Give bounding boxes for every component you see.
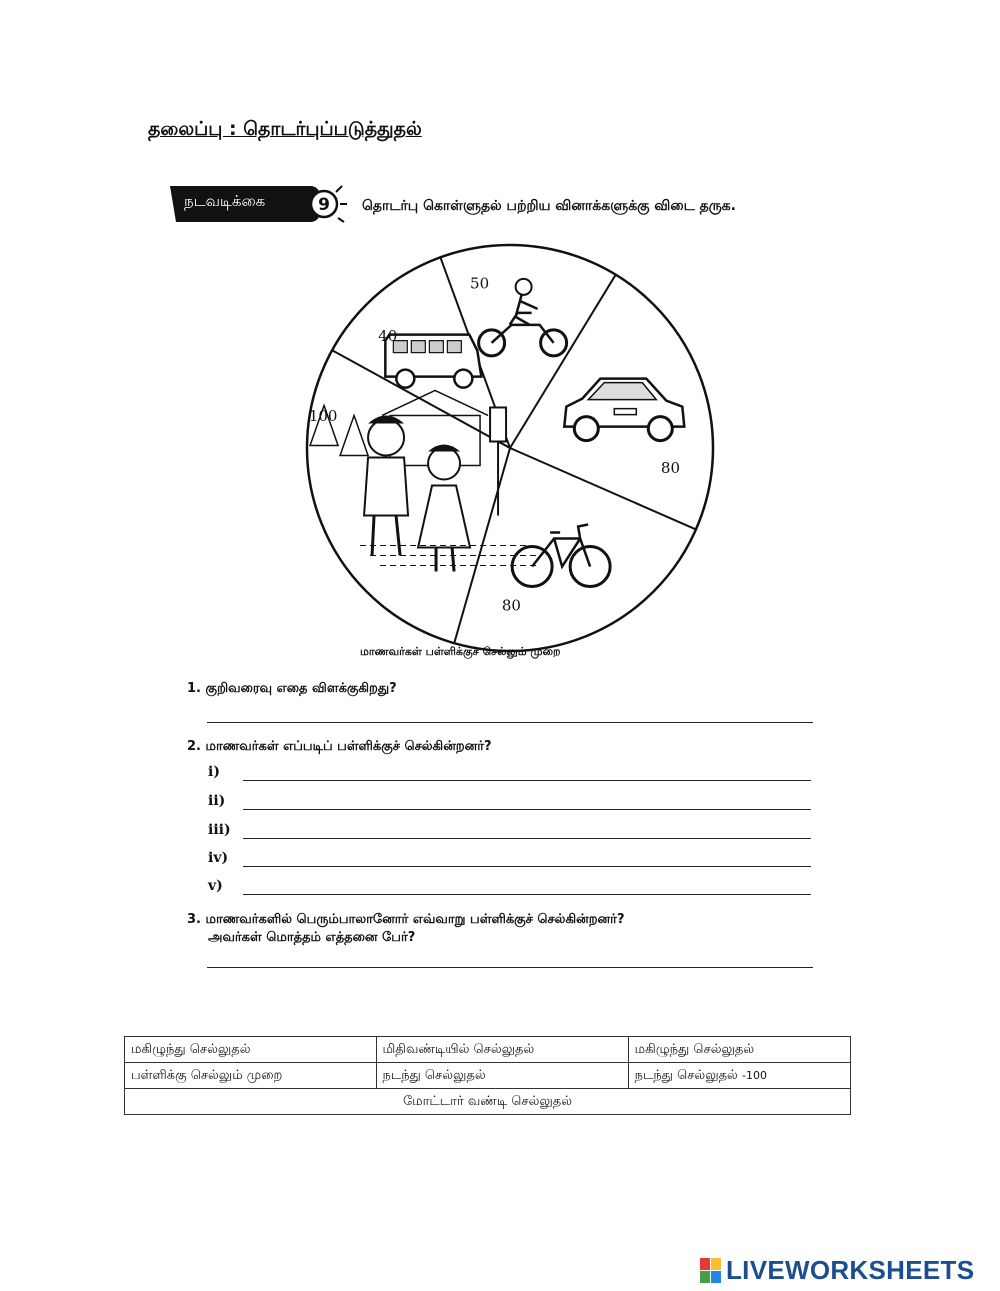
question-text: குறிவரைவு எதை விளக்குகிறது? <box>205 681 397 696</box>
question-2 <box>187 739 492 755</box>
pie-chart-svg <box>300 238 720 658</box>
question-number: 3. <box>187 912 201 927</box>
pie-value-label: 100 <box>308 406 338 425</box>
table-row <box>125 1037 851 1063</box>
sub-label-ii: ii) <box>208 793 226 809</box>
question-number: 1. <box>187 681 201 696</box>
answer-line-1[interactable] <box>207 722 813 723</box>
answer-options-table <box>124 1036 851 1115</box>
answer-line-3[interactable] <box>207 967 813 968</box>
activity-label: நடவடிக்கை <box>184 192 266 210</box>
answer-line-2v[interactable] <box>243 894 811 895</box>
chart-caption: மாணவர்கள் பள்ளிக்குச் செல்லும் முறை <box>360 645 561 658</box>
worksheet-title: தலைப்பு : தொடர்புப்படுத்துதல் <box>148 118 422 140</box>
option-cell[interactable]: பள்ளிக்கு செல்லும் முறை <box>125 1063 377 1089</box>
instruction-text: தொடர்பு கொள்ளுதல் பற்றிய வினாக்களுக்கு விடை தருக. <box>362 198 736 214</box>
option-text: நடந்து செல்லுதல் <box>634 1067 738 1083</box>
activity-number: 9 <box>318 195 330 215</box>
question-number: 2. <box>187 739 201 754</box>
question-text: மாணவர்களில் பெரும்பாலானோர் எவ்வாறு பள்ளிக்குச் செல்கின்றனர்? <box>205 912 625 927</box>
sub-label-i: i) <box>208 764 220 780</box>
liveworksheets-logo-icon <box>700 1258 722 1284</box>
sub-label-iv: iv) <box>208 850 229 866</box>
question-3-line2: அவர்கள் மொத்தம் எத்தனை பேர்? <box>208 930 416 945</box>
question-3 <box>187 912 625 928</box>
option-cell[interactable]: மகிழுந்து செல்லுதல் <box>125 1037 377 1063</box>
sub-label-v: v) <box>208 878 223 894</box>
pie-value-label: 80 <box>660 458 681 477</box>
option-cell[interactable]: மகிழுந்து செல்லுதல் <box>628 1037 850 1063</box>
table-row <box>125 1089 851 1115</box>
answer-line-2iii[interactable] <box>243 838 811 839</box>
answer-line-2i[interactable] <box>243 780 811 781</box>
brand-name: LIVEWORKSHEETS <box>726 1255 975 1285</box>
question-text: மாணவர்கள் எப்படிப் பள்ளிக்குச் செல்கின்றனர்? <box>205 739 492 754</box>
pie-value-label: 40 <box>378 327 398 346</box>
option-suffix: -100 <box>742 1068 767 1082</box>
option-cell[interactable] <box>628 1063 850 1089</box>
sub-label-iii: iii) <box>208 822 231 838</box>
answer-line-2iv[interactable] <box>243 866 811 867</box>
liveworksheets-logo <box>700 1255 974 1285</box>
activity-badge <box>170 184 348 224</box>
pie-value-label: 50 <box>470 274 490 293</box>
answer-line-2ii[interactable] <box>243 809 811 810</box>
pie-chart <box>300 238 720 658</box>
question-1 <box>187 681 397 697</box>
option-cell[interactable]: மோட்டார் வண்டி செல்லுதல் <box>125 1089 851 1115</box>
table-row <box>125 1063 851 1089</box>
pie-value-label: 80 <box>501 596 521 615</box>
option-cell[interactable]: நடந்து செல்லுதல் <box>376 1063 628 1089</box>
option-cell[interactable]: மிதிவண்டியில் செல்லுதல் <box>376 1037 628 1063</box>
